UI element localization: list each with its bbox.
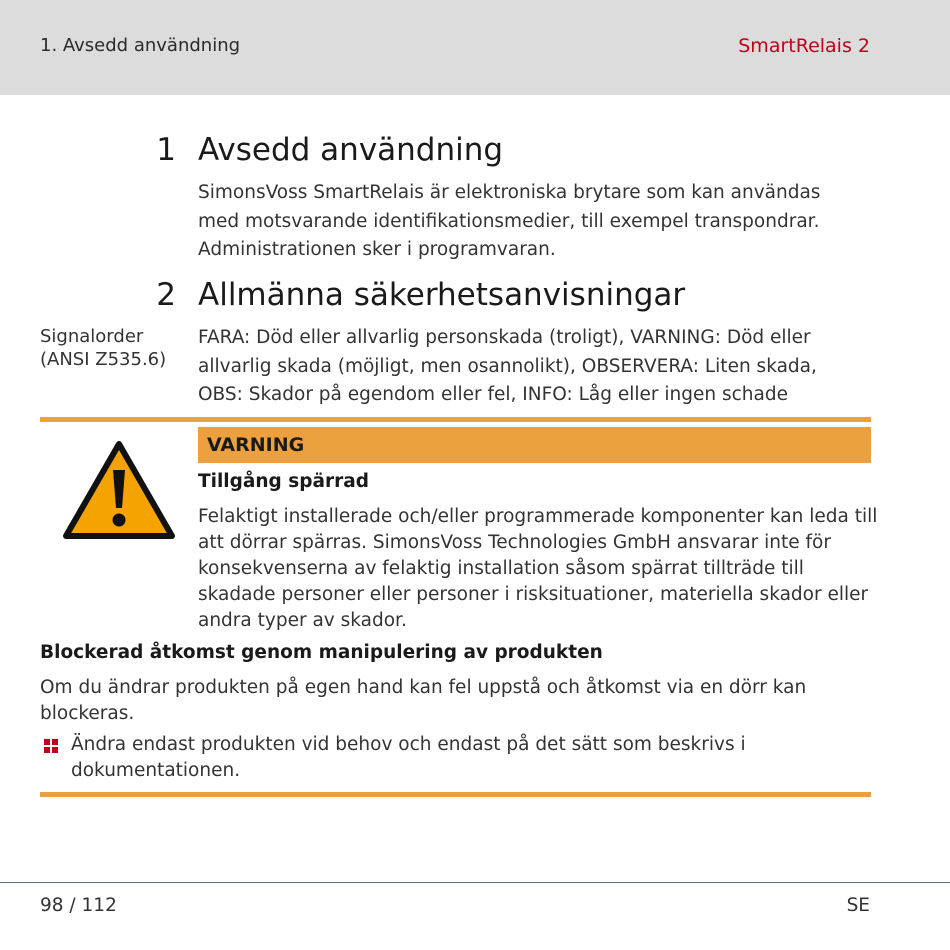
footer-divider — [0, 882, 950, 883]
section-2-number: 2 — [156, 277, 176, 313]
page-header — [0, 0, 950, 95]
section-1-text — [198, 179, 820, 265]
section-1-number: 1 — [156, 132, 176, 168]
instruction-bullet: Ändra endast produkten vid behov och endast på det sätt som beskrivs i dokumentationen. — [71, 734, 746, 781]
signal-order-note: Signalorder (ANSI Z535.6) — [40, 326, 167, 370]
bullet-square-icon — [44, 739, 58, 753]
warning-triangle-icon — [62, 440, 176, 540]
section-1-line: Administrationen sker i programvaran. — [198, 239, 556, 260]
section-1-title: Avsedd användning — [198, 132, 504, 168]
page-number: 98 / 112 — [40, 895, 117, 916]
language-code: SE — [846, 895, 870, 916]
section-1-heading — [156, 132, 504, 168]
warning-title: Tillgång spärrad — [198, 471, 369, 492]
warning-body: Felaktigt installerade och/eller programmerade komponenter kan leda till att dörrar spärras. SimonsVoss Technologies GmbH ansvarar inte för konsekvenserna av felaktig installation såsom spärrat tillträde till skadade personer eller personer i risksituationer, materiella skador eller andra typer av skador. — [198, 506, 878, 631]
section-2-line: allvarlig skada (möjligt, men osannolikt), OBSERVERA: Liten skada, — [198, 355, 817, 377]
warning-top-rule — [40, 417, 871, 422]
section-2-text — [198, 324, 817, 410]
blocked-access-body: Om du ändrar produkten på egen hand kan fel uppstå och åtkomst via en dörr kan blockeras. — [40, 677, 807, 724]
header-section-title: 1. Avsedd användning — [40, 35, 241, 56]
section-1-line: med motsvarande identifikationsmedier, till exempel transpondrar. — [198, 210, 820, 232]
section-2-heading — [156, 277, 686, 313]
warning-label: VARNING — [198, 427, 871, 463]
warning-bottom-rule — [40, 792, 871, 797]
section-2-title: Allmänna säkerhetsanvisningar — [198, 277, 686, 313]
section-2-line: OBS: Skador på egendom eller fel, INFO: Låg eller ingen schade — [198, 384, 788, 405]
header-product-name: SmartRelais 2 — [738, 35, 870, 57]
blocked-access-title: Blockerad åtkomst genom manipulering av produkten — [40, 642, 603, 663]
section-2-line: FARA: Död eller allvarlig personskada (troligt), VARNING: Död eller — [198, 327, 811, 348]
section-1-line: SimonsVoss SmartRelais är elektroniska brytare som kan användas — [198, 182, 821, 203]
